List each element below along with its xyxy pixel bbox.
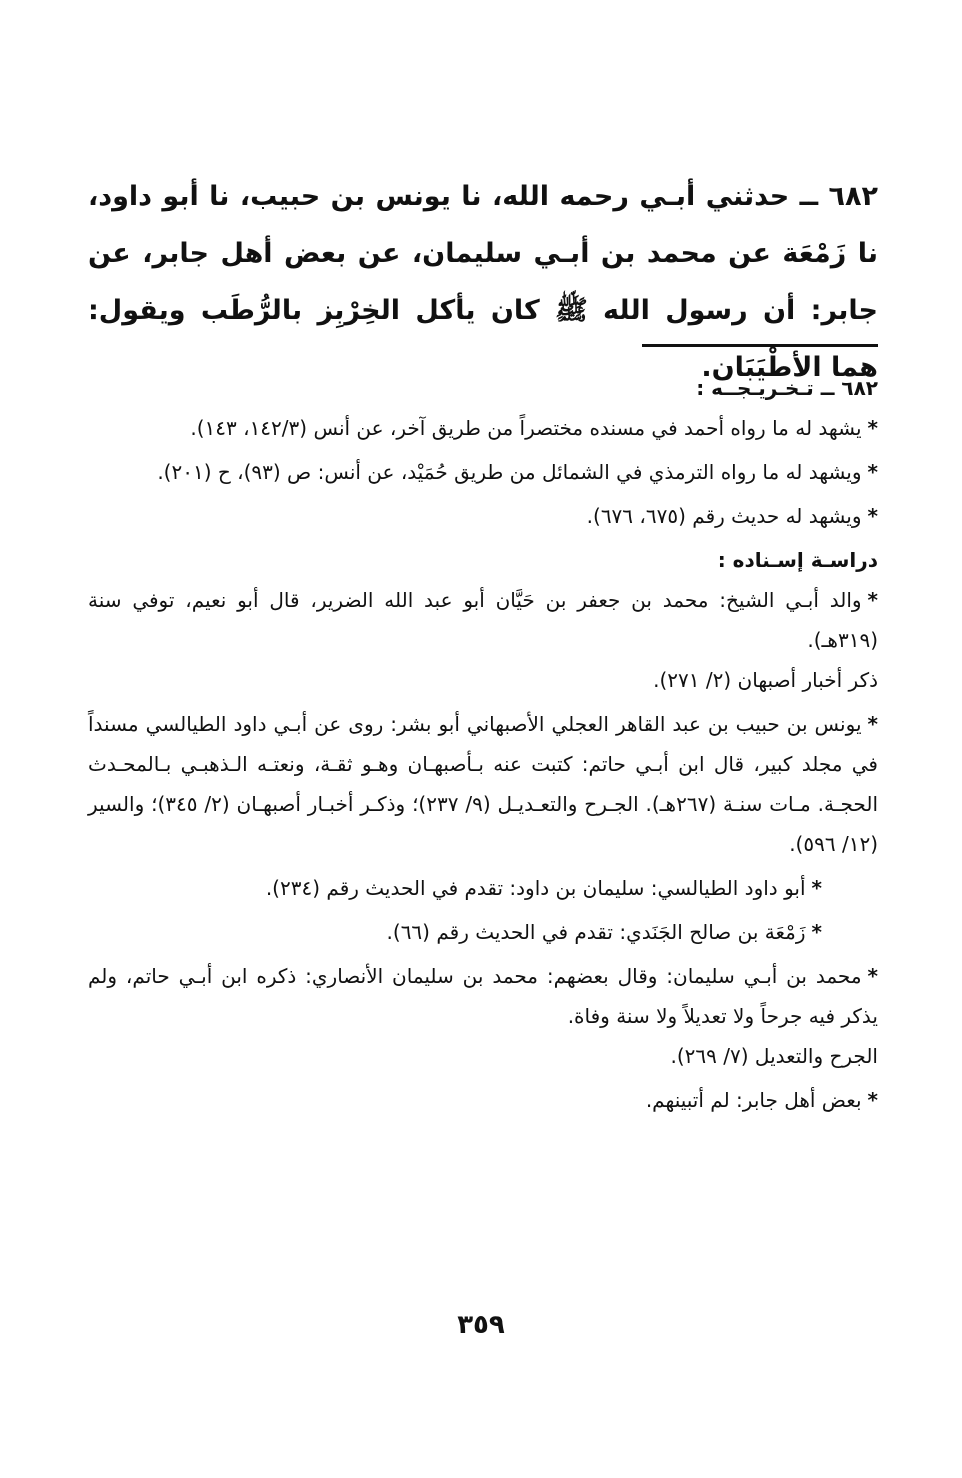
takhrij-item-2 (88, 452, 878, 492)
isnad-heading: دراسـة إسـناده : (717, 548, 878, 572)
footnotes (88, 368, 878, 1124)
isnad-item-1-text: والد أبـي الشيخ: محمد بن جعفر بن حَيَّان أبو عبد الله الضرير، قال أبو نعيم، توفي سنة (٣١٩هـ). (88, 588, 878, 652)
isnad-item-3 (88, 868, 878, 908)
takhrij-heading: ٦٨٢ ــ تـخـريـجــه : (696, 376, 878, 400)
isnad-item-3-text: أبو داود الطيالسي: سليمان بن داود: تقدم في الحديث رقم (٢٣٤). (265, 876, 806, 900)
page-number: ٣٥٩ (457, 1310, 505, 1340)
star-bullet: * (811, 920, 822, 944)
isnad-item-4-text: زَمْعَة بن صالح الجَنَدي: تقدم في الحديث رقم (٦٦). (386, 920, 806, 944)
isnad-item-5-reference: الجرح والتعديل (٧/ ٢٦٩). (670, 1044, 878, 1068)
star-bullet: * (867, 416, 878, 440)
hadith-text (88, 168, 878, 396)
footnote-divider (642, 344, 878, 347)
takhrij-item-2-text: ويشهد له ما رواه الترمذي في الشمائل من طريق حُمَيْد، عن أنس: ص (٩٣)، ح (٢٠١). (157, 460, 862, 484)
takhrij-item-1-text: يشهد له ما رواه أحمد في مسنده مختصراً من طريق آخر، عن أنس (١٤٢/٣، ١٤٣). (190, 416, 862, 440)
isnad-item-5-text: محمد بن أبـي سليمان: وقال بعضهم: محمد بن سليمان الأنصاري: ذكره ابن أبـي حاتم، ولم يذكر فيه جرحاً ولا تعديلاً ولا سنة وفاة. (88, 964, 878, 1028)
takhrij-item-3 (88, 496, 878, 536)
isnad-item-1 (88, 580, 878, 660)
star-bullet: * (811, 876, 822, 900)
takhrij-item-1 (88, 408, 878, 448)
isnad-item-6 (88, 1080, 878, 1120)
star-bullet: * (867, 460, 878, 484)
star-bullet: * (867, 588, 878, 612)
isnad-item-1-reference: ذكر أخبار أصبهان (٢/ ٢٧١). (653, 668, 878, 692)
star-bullet: * (867, 504, 878, 528)
takhrij-item-3-text: ويشهد له حديث رقم (٦٧٥، ٦٧٦). (586, 504, 862, 528)
hadith-number: ٦٨٢ ــ (799, 181, 878, 212)
hadith-body: حدثني أبـي رحمه الله، نا يونس بن حبيب، نا أبو داود، نا زَمْعَة عن محمد بن أبـي سليمان، عن بعض أهل جابر، عن جابر: أن رسول الله ﷺ كان يأكل الخِرْبِز بالرُّطَب ويقول: هما الأطْيَبَان. (88, 181, 878, 383)
isnad-item-4 (88, 912, 878, 952)
star-bullet: * (867, 964, 878, 988)
star-bullet: * (867, 1088, 878, 1112)
isnad-item-6-text: بعض أهل جابر: لم أتبينهم. (645, 1088, 862, 1112)
star-bullet: * (867, 712, 878, 736)
isnad-item-2-text: يونس بن حبيب بن عبد القاهر العجلي الأصبهاني أبو بشر: روى عن أبـي داود الطيالسي مسنداً في مجلد كبير، قال ابن أبـي حاتم: كتبت عنه بـأصبهـان وهـو ثقـة، ونعتـه الـذهبـي بـالمحـدث الحجـة. مـات سنـة (٢٦٧هـ). الجـرح والتعـديـل (٩/ ٢٣٧)؛ وذكـر أخبـار أصبهـان (٢/ ٣٤٥)؛ والسير (١٢/ ٥٩٦). (88, 712, 878, 856)
isnad-item-2 (88, 704, 878, 864)
isnad-item-5 (88, 956, 878, 1036)
